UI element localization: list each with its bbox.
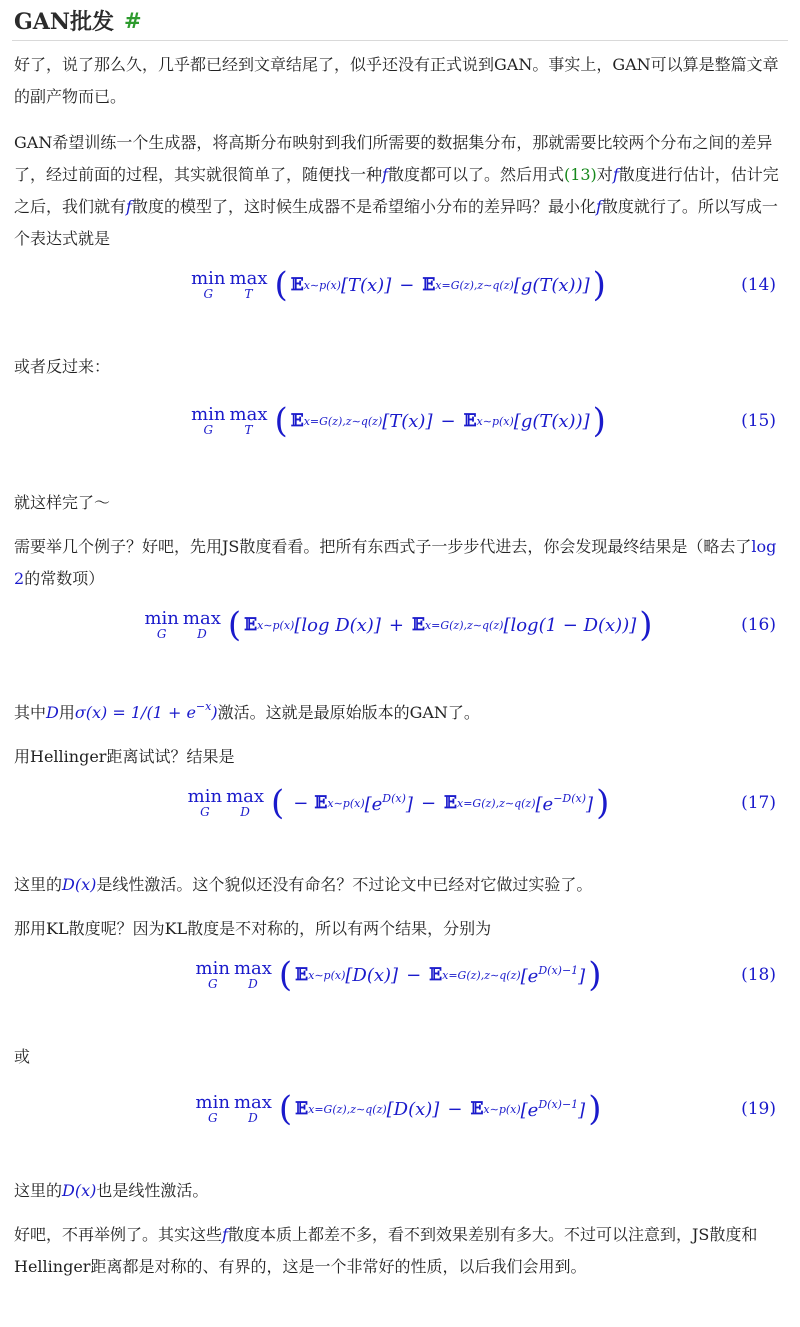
max-operator: max D xyxy=(233,1092,272,1125)
paragraph-9: 那用KL散度呢？因为KL散度是不对称的，所以有两个结果，分别为 xyxy=(14,919,492,938)
p2-text-d: 散度进行估计，估计完之后，我们就有 xyxy=(14,165,779,216)
left-paren: ( xyxy=(274,265,288,305)
max-operator: max T xyxy=(229,404,268,437)
p2-f: f xyxy=(382,165,388,184)
equation-16: min G max D ( 𝔼 x∼p(x) [log D(x)] + 𝔼 x=G(z),z∼q(z) [log(1 − D(x))] ) (16) xyxy=(144,605,776,645)
equation-ref-13[interactable]: (13) xyxy=(563,165,597,184)
max-operator: max D xyxy=(182,608,221,641)
paragraph-2 xyxy=(12,127,788,255)
paragraph-6: 其中D用$\sigma(x) = 1/(1 + e^{-x})$激活。这就是最原始版本的GAN了。 xyxy=(14,700,480,722)
section-title: GAN批发 xyxy=(14,8,114,35)
paragraph-11: 这里的D(x)也是线性激活。 xyxy=(14,1181,209,1200)
equation-number: (19) xyxy=(741,1099,776,1119)
right-paren: ) xyxy=(592,265,606,305)
section-anchor-link[interactable]: # xyxy=(123,7,142,33)
equation-15: min G max T ( 𝔼 x=G(z),z∼q(z) [T(x)] − 𝔼 x∼p(x) [g(T(x))] ) (15) xyxy=(191,401,776,441)
min-operator: min G xyxy=(187,786,223,819)
p2-text-a: GAN希望训练一个生成器，将高斯分布映射到我们所需要的数据集分布，那就需要比较两个分布之间的差异了，经过前面的过程，其实就很简单了，随便找一种 xyxy=(14,133,773,184)
equation-14: min G max T ( 𝔼 x∼p(x) [T(x)] − 𝔼 x=G(z),z∼q(z) [g(T(x))] ) (14) xyxy=(191,265,776,305)
min-operator: min G xyxy=(195,958,230,991)
equation-number: (16) xyxy=(741,615,776,635)
paragraph-3: 或者反过来： xyxy=(14,357,111,376)
paragraph-7: 用Hellinger距离试试？结果是 xyxy=(14,747,235,766)
max-operator: max T xyxy=(229,268,268,301)
min-operator: min G xyxy=(144,608,179,641)
equation-number: (18) xyxy=(741,965,776,985)
paragraph-4: 就这样完了～ xyxy=(14,493,111,512)
min-operator: min G xyxy=(191,404,226,437)
p2-text-c: 对 xyxy=(596,165,613,184)
max-operator: max D xyxy=(233,958,272,991)
equation-19: min G max D ( 𝔼 x=G(z),z∼q(z) [D(x)] − 𝔼 x∼p(x) $[e^{D(x)-1}]$ ) (19) xyxy=(195,1089,776,1129)
p2-f-3: f xyxy=(126,197,132,216)
sigmoid-formula: $\sigma(x) = 1/(1 + e^{-x})$ xyxy=(74,700,218,722)
p2-f-4: f xyxy=(595,197,602,216)
equation-number: (14) xyxy=(741,275,776,295)
paragraph-10: 或 xyxy=(14,1047,31,1066)
p2-text-e: 散度的模型了，这时候生成器不是希望缩小分布的差异吗？最小化 xyxy=(131,197,596,216)
expectation-symbol: 𝔼 xyxy=(422,275,436,295)
min-operator: min G xyxy=(195,1092,230,1125)
equation-number: (15) xyxy=(741,411,776,431)
section-header xyxy=(12,0,788,41)
p2-f-2: f xyxy=(612,165,619,184)
equation-17: min G max D ( − 𝔼 x∼p(x) $[e^{D(x)}]$ − 𝔼 x=G(z),z∼q(z) $[e^{-D(x)}]$ ) (17) xyxy=(187,783,776,823)
max-operator: max D xyxy=(226,786,265,819)
min-operator: min G xyxy=(191,268,226,301)
equation-number: (17) xyxy=(741,793,776,813)
p2-text-g: 散度就行了。所以写成一个表达式就是 xyxy=(14,197,778,248)
p2-text-b: 散度都可以了。然后用式 xyxy=(387,165,564,184)
paragraph-12: 好吧，不再举例了。其实这些f散度本质上都差不多，看不到效果差别有多大。不过可以注意到，JS散度和Hellinger距离都是对称的、有界的，这是一个非常好的性质，以后我们会用到。 xyxy=(14,1225,758,1276)
paragraph-1: 好了，说了那么久，几乎都已经到文章结尾了，似乎还没有正式说到GAN。事实上，GAN可以算是整篇文章的副产物而已。 xyxy=(14,55,779,106)
equation-18: min G max D ( 𝔼 x∼p(x) [D(x)] − 𝔼 x=G(z),z∼q(z) $[e^{D(x)-1}]$ ) (18) xyxy=(195,955,776,995)
paragraph-8: 这里的D(x)是线性激活。这个貌似还没有命名？不过论文中已经对它做过实验了。 xyxy=(14,875,593,894)
log2-math: log 2 xyxy=(14,537,777,588)
expectation-symbol: 𝔼 xyxy=(290,275,304,295)
paragraph-5: 需要举几个例子？好吧，先用JS散度看看。把所有东西式子一步步代进去，你会发现最终结果是（略去了log 2的常数项） xyxy=(14,537,777,588)
